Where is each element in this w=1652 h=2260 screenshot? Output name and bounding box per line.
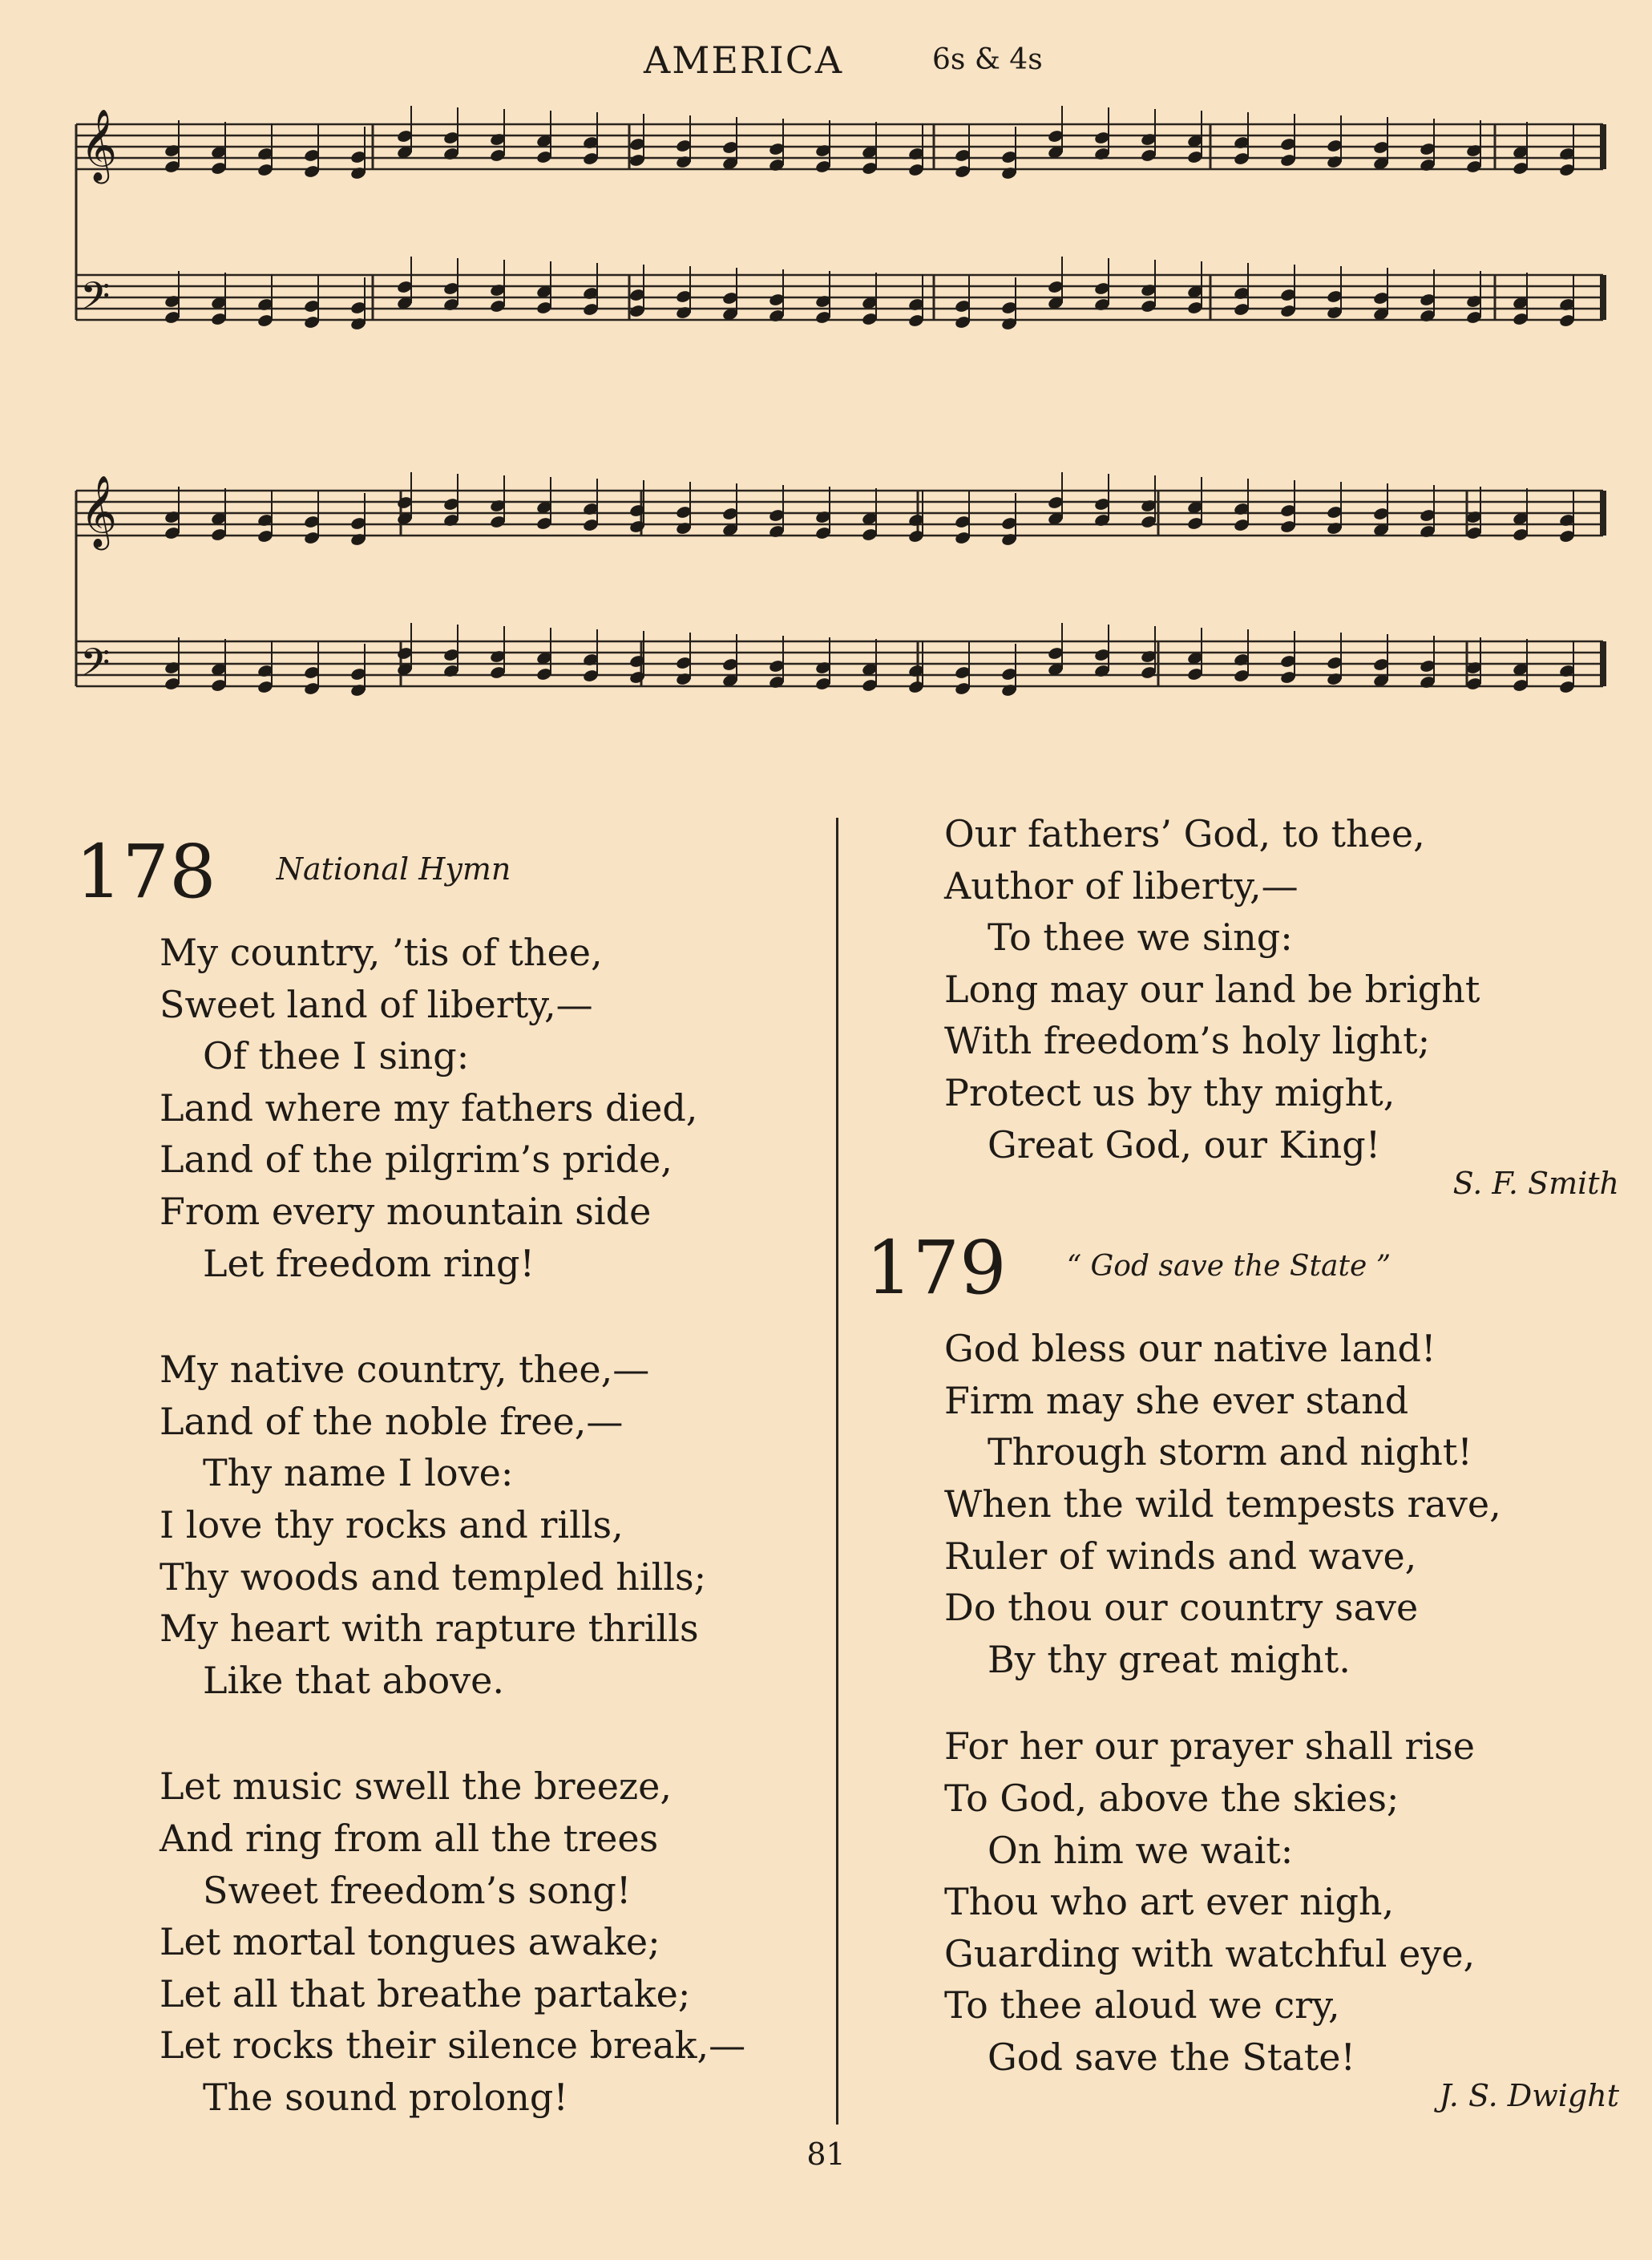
verse-line: Firm may she ever stand	[944, 1378, 1409, 1422]
verse-line: My heart with rapture thrills	[160, 1607, 699, 1651]
stanza	[160, 1344, 805, 1706]
author-credit: J. S. Dwight	[1439, 2078, 1619, 2114]
verse-line: Ruler of winds and wave,	[944, 1534, 1417, 1578]
verse-line: Long may our land be bright	[944, 967, 1480, 1011]
verse-line: Land where my fathers died,	[160, 1086, 698, 1130]
author-credit: S. F. Smith	[1452, 1166, 1619, 1202]
verse-line: Let music swell the breeze,	[160, 1765, 672, 1809]
verse-line: Thy name I love:	[203, 1451, 514, 1495]
verse-line: God bless our native land!	[944, 1327, 1436, 1371]
verse-line: By thy great might.	[988, 1637, 1351, 1681]
hymn-179-heading	[866, 1225, 1619, 1312]
verse-line: Thou who art ever nigh,	[944, 1880, 1395, 1924]
bass-clef: 𝄢	[80, 640, 111, 694]
verse-line: From every mountain side	[160, 1189, 652, 1233]
verse-line: For her our prayer shall rise	[944, 1724, 1476, 1769]
verse-line: Sweet land of liberty,—	[160, 982, 593, 1026]
verse-line: To thee we sing:	[988, 916, 1293, 960]
verse-line: Sweet freedom’s song!	[203, 1868, 632, 1912]
verse-line: Land of the noble free,—	[160, 1399, 624, 1443]
verse-line: I love thy rocks and rills,	[160, 1502, 624, 1546]
music-score	[0, 0, 1652, 794]
verse-line: The sound prolong!	[203, 2075, 568, 2119]
page-number: 81	[806, 2137, 846, 2172]
verse-line: Let all that breathe partake;	[160, 1971, 691, 2015]
verse-line: Let freedom ring!	[203, 1241, 535, 1285]
stanza	[944, 1323, 1619, 1685]
verse-line: With freedom’s holy light;	[944, 1019, 1431, 1063]
right-column	[866, 808, 1619, 2113]
hymn-number: 178	[75, 829, 216, 915]
stanza	[160, 1761, 805, 2123]
hymn-number: 179	[866, 1225, 1007, 1312]
treble-clef: 𝄞	[80, 475, 118, 548]
verse-line: God save the State!	[988, 2035, 1355, 2079]
verse-line: Of thee I sing:	[203, 1034, 470, 1078]
verse-line: To thee aloud we cry,	[944, 1983, 1340, 2028]
verse-line: Let mortal tongues awake;	[160, 1920, 660, 1964]
stanza	[944, 1720, 1619, 2083]
treble-clef: 𝄞	[80, 109, 118, 181]
verse-line: Our fathers’ God, to thee,	[944, 812, 1425, 855]
verse-line: Guarding with watchful eye,	[944, 1931, 1476, 1975]
left-column	[75, 818, 805, 2123]
column-divider	[836, 818, 838, 2125]
verse-line: Great God, our King!	[988, 1122, 1381, 1166]
verse-line: Protect us by thy might,	[944, 1070, 1396, 1114]
verse-line: My native country, thee,—	[160, 1348, 650, 1392]
hymn-178-heading	[75, 829, 805, 915]
verse-line: Let rocks their silence break,—	[160, 2023, 746, 2068]
verse-line: And ring from all the trees	[160, 1816, 659, 1860]
verse-line: Land of the pilgrim’s pride,	[160, 1138, 673, 1182]
verse-line: Like that above.	[203, 1658, 505, 1702]
tune-name: AMERICA	[644, 38, 844, 82]
verse-line: My country, ’tis of thee,	[160, 931, 603, 974]
verse-line: Author of liberty,—	[944, 863, 1299, 908]
stanza	[944, 808, 1619, 1170]
hymn-title: “ God save the State ”	[1066, 1250, 1391, 1284]
verse-line: Do thou our country save	[944, 1586, 1419, 1630]
verse-line: Through storm and night!	[988, 1430, 1472, 1474]
verse-line: To God, above the skies;	[944, 1776, 1400, 1820]
verse-line: Thy woods and templed hills;	[160, 1555, 707, 1599]
tune-meter: 6s & 4s	[932, 43, 1043, 76]
verse-line: When the wild tempests rave,	[944, 1482, 1501, 1526]
hymn-title: National Hymn	[276, 851, 511, 887]
stanza	[160, 927, 805, 1289]
bass-clef: 𝄢	[80, 273, 111, 328]
verse-line: On him we wait:	[988, 1828, 1294, 1872]
